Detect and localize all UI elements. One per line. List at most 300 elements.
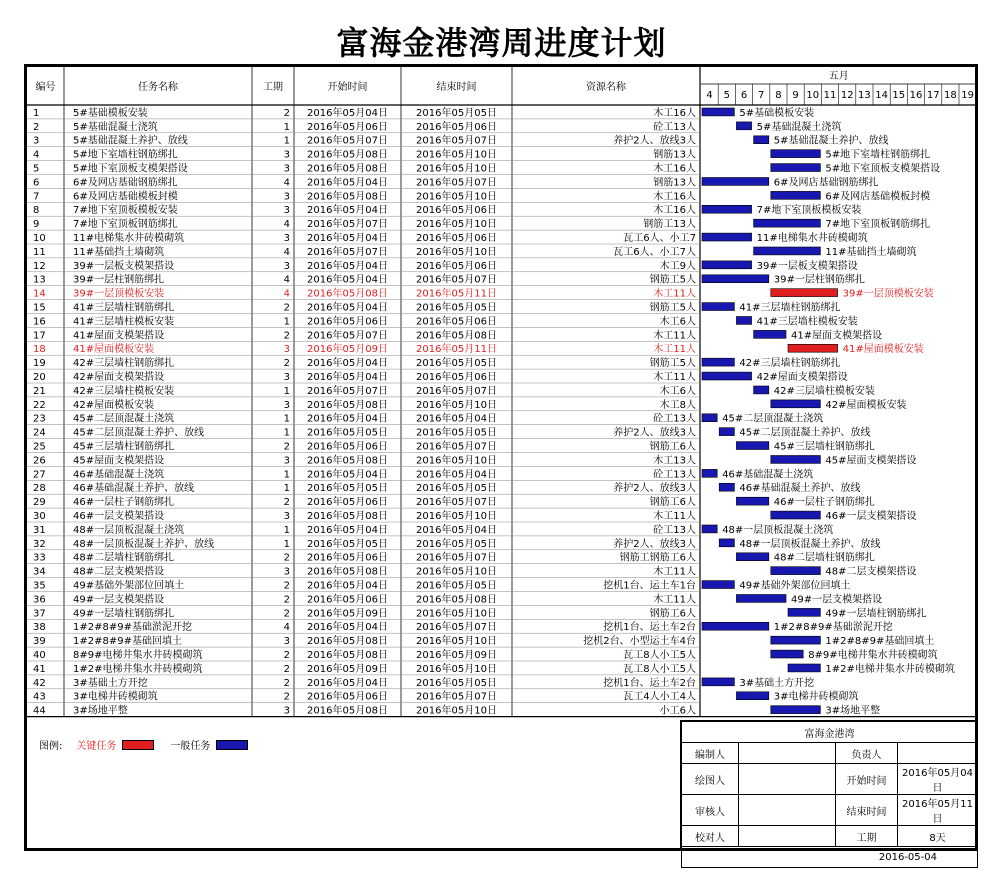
info-box <box>680 720 978 863</box>
task-no: 4 <box>33 149 40 161</box>
task-resource: 木工9人 <box>659 260 696 272</box>
task-name: 41#三层墙柱钢筋绑扎 <box>73 302 175 314</box>
page-title: 富海金港湾周进度计划 <box>336 24 667 62</box>
task-duration: 3 <box>283 636 290 648</box>
gantt-bar-label: 41#屋面模板安装 <box>842 344 924 356</box>
gantt-bar <box>702 525 717 533</box>
info-value: 8天 <box>898 826 978 847</box>
task-no: 22 <box>33 399 46 411</box>
day-label: 12 <box>840 90 854 101</box>
task-resource: 木工8人 <box>659 399 696 411</box>
task-resource: 小工6人 <box>659 705 696 717</box>
gantt-bar <box>771 164 821 172</box>
gantt-bar-label: 39#一层柱钢筋绑扎 <box>773 274 865 286</box>
legend <box>39 737 248 752</box>
task-name: 42#三层墙柱模板安装 <box>73 385 175 397</box>
task-start: 2016年05月04日 <box>307 469 388 481</box>
gantt-bar-label: 48#一层顶板混凝土浇筑 <box>722 524 834 536</box>
info-label: 结束时间 <box>836 795 898 826</box>
gantt-bar <box>702 469 717 477</box>
task-name: 39#一层板支模架搭设 <box>73 260 175 272</box>
task-end: 2016年05月09日 <box>416 650 497 661</box>
schedule-frame <box>24 64 978 863</box>
task-start: 2016年05月09日 <box>307 608 388 620</box>
task-name: 46#基础混凝土养护、放线 <box>73 483 195 495</box>
task-no: 27 <box>33 469 46 481</box>
info-value <box>739 826 836 847</box>
task-resource: 钢筋工5人 <box>649 302 696 314</box>
info-label: 负责人 <box>836 743 898 764</box>
gantt-bar <box>788 608 820 616</box>
gantt-bar-label: 48#二层墙柱钢筋绑扎 <box>773 552 875 564</box>
task-duration: 4 <box>283 177 290 189</box>
task-duration: 2 <box>283 691 290 703</box>
gantt-bar-label: 45#二层顶混凝土浇筑 <box>722 413 824 425</box>
day-label: 6 <box>740 90 748 101</box>
task-start: 2016年05月04日 <box>307 302 388 314</box>
gantt-bar-label: 6#及网店基础钢筋绑扎 <box>773 177 879 189</box>
task-start: 2016年05月08日 <box>307 650 388 661</box>
task-resource: 木工11人 <box>653 344 696 356</box>
task-no: 19 <box>33 358 46 370</box>
task-name: 48#一层顶板混凝土浇筑 <box>73 524 185 536</box>
task-resource: 钢筋工5人 <box>649 274 696 286</box>
gantt-bar-label: 3#基础土方开挖 <box>739 677 815 689</box>
task-resource: 钢筋工6人 <box>649 497 696 509</box>
task-end: 2016年05月05日 <box>416 302 497 314</box>
gantt-bar <box>702 678 734 686</box>
task-resource: 钢筋工6人 <box>649 608 696 620</box>
task-end: 2016年05月07日 <box>416 135 497 147</box>
gantt-bar-label: 7#地下室顶板钢筋绑扎 <box>825 219 931 231</box>
task-no: 39 <box>33 636 46 648</box>
task-end: 2016年05月05日 <box>416 427 497 439</box>
task-no: 17 <box>33 330 46 342</box>
gantt-bar <box>771 650 803 658</box>
task-end: 2016年05月10日 <box>416 705 497 717</box>
task-start: 2016年05月04日 <box>307 107 388 119</box>
task-start: 2016年05月06日 <box>307 594 388 606</box>
task-end: 2016年05月08日 <box>416 330 497 342</box>
header-name: 任务名称 <box>138 82 178 93</box>
legend-critical-swatch <box>122 740 154 750</box>
task-name: 3#场地平整 <box>73 705 128 717</box>
task-name: 49#基础外架部位回填土 <box>73 580 185 592</box>
task-duration: 4 <box>283 274 290 286</box>
gantt-bar-label: 46#一层支模架搭设 <box>825 511 917 522</box>
task-start: 2016年05月09日 <box>307 344 388 356</box>
info-value: 2016年05月04日 <box>898 764 978 795</box>
task-resource: 木工16人 <box>653 107 696 119</box>
gantt-bar <box>702 581 734 589</box>
task-no: 28 <box>33 483 46 495</box>
task-start: 2016年05月06日 <box>307 552 388 564</box>
task-end: 2016年05月05日 <box>416 538 497 550</box>
task-resource: 钢筋工钢筋工6人 <box>619 552 696 564</box>
info-label: 开始时间 <box>836 764 898 795</box>
gantt-bar <box>771 400 821 408</box>
task-resource: 养护2人、放线3人 <box>613 483 696 495</box>
task-resource: 木工6人 <box>659 316 696 328</box>
task-end: 2016年05月06日 <box>416 316 497 328</box>
gantt-bar-label: 46#基础混凝土养护、放线 <box>739 483 861 495</box>
task-end: 2016年05月07日 <box>416 441 497 453</box>
task-resource: 木工13人 <box>653 455 696 467</box>
task-start: 2016年05月07日 <box>307 219 388 231</box>
task-end: 2016年05月10日 <box>416 455 497 467</box>
gantt-bar-label: 49#一层支模架搭设 <box>791 594 883 606</box>
task-no: 29 <box>33 497 46 509</box>
day-label: 4 <box>706 90 713 101</box>
gantt-bar <box>702 205 752 213</box>
task-name: 41#三层墙柱模板安装 <box>73 316 175 328</box>
task-name: 7#地下室顶板钢筋绑扎 <box>73 219 178 231</box>
gantt-bar <box>771 636 821 644</box>
task-duration: 2 <box>283 330 290 342</box>
gantt-bar-label: 42#三层墙柱模板安装 <box>773 385 875 397</box>
task-duration: 2 <box>283 677 290 689</box>
task-resource: 砼工13人 <box>653 469 696 481</box>
gantt-bar-label: 39#一层顶模板安装 <box>842 288 934 300</box>
gantt-bar-label: 42#屋面支模架搭设 <box>756 372 848 383</box>
gantt-bar <box>719 428 734 436</box>
task-no: 35 <box>33 580 46 592</box>
gantt-bar <box>771 567 821 575</box>
task-no: 16 <box>33 316 46 328</box>
task-start: 2016年05月04日 <box>307 524 388 536</box>
info-label: 校对人 <box>682 826 739 847</box>
gantt-bar-label: 42#三层墙柱钢筋绑扎 <box>739 358 841 370</box>
task-duration: 1 <box>283 121 290 133</box>
gantt-bar-label: 41#三层墙柱钢筋绑扎 <box>739 302 841 314</box>
task-name: 6#及网店基础模板封模 <box>73 191 178 203</box>
task-name: 42#屋面支模架搭设 <box>73 372 165 383</box>
task-start: 2016年05月04日 <box>307 205 388 217</box>
task-resource: 木工11人 <box>653 288 696 300</box>
legend-critical-label: 关键任务 <box>76 741 117 752</box>
task-end: 2016年05月07日 <box>416 497 497 509</box>
gantt-bar-label: 1#2#8#9#基础淤泥开挖 <box>773 622 893 634</box>
task-no: 1 <box>33 107 40 119</box>
task-start: 2016年05月08日 <box>307 455 388 467</box>
task-resource: 木工11人 <box>653 330 696 342</box>
gantt-bar-label: 3#电梯井砖模砌筑 <box>773 691 859 703</box>
task-duration: 3 <box>283 566 290 578</box>
task-resource: 瓦工6人、小工7 <box>623 233 696 244</box>
gantt-bar-label: 39#一层板支模架搭设 <box>756 260 858 272</box>
task-name: 45#二层顶混凝土浇筑 <box>73 413 175 425</box>
gantt-bar <box>736 692 768 700</box>
task-name: 5#基础混凝土浇筑 <box>73 121 158 133</box>
task-end: 2016年05月04日 <box>416 413 497 425</box>
info-label: 工期 <box>836 826 898 847</box>
task-no: 13 <box>33 274 46 286</box>
gantt-bar <box>702 233 752 241</box>
task-name: 46#一层柱子钢筋绑扎 <box>73 497 175 509</box>
task-start: 2016年05月06日 <box>307 121 388 133</box>
task-duration: 2 <box>283 552 290 564</box>
gantt-bar <box>736 442 768 450</box>
task-duration: 2 <box>283 608 290 620</box>
task-resource: 木工11人 <box>653 594 696 606</box>
task-resource: 钢筋13人 <box>653 149 696 161</box>
task-start: 2016年05月04日 <box>307 372 388 383</box>
gantt-bar <box>771 706 821 714</box>
day-label: 8 <box>775 90 782 101</box>
gantt-bar-label: 46#一层柱子钢筋绑扎 <box>773 497 875 509</box>
task-end: 2016年05月07日 <box>416 691 497 703</box>
day-label: 11 <box>823 90 837 101</box>
task-name: 11#电梯集水井砖模砌筑 <box>73 233 185 244</box>
header-start: 开始时间 <box>327 82 368 93</box>
task-no: 9 <box>33 219 40 231</box>
info-label: 审核人 <box>682 795 739 826</box>
task-duration: 3 <box>283 205 290 217</box>
task-name: 41#屋面支模架搭设 <box>73 330 165 342</box>
day-label: 19 <box>961 90 974 101</box>
task-start: 2016年05月07日 <box>307 330 388 342</box>
header-no: 编号 <box>35 82 56 93</box>
task-start: 2016年05月08日 <box>307 399 388 411</box>
task-start: 2016年05月04日 <box>307 622 388 634</box>
task-duration: 1 <box>283 524 290 536</box>
gantt-bar <box>771 191 821 199</box>
task-no: 15 <box>33 302 46 314</box>
task-no: 40 <box>33 650 46 661</box>
gantt-bar <box>736 317 751 325</box>
task-name: 5#地下室墙柱钢筋绑扎 <box>73 149 178 161</box>
day-label: 14 <box>875 90 888 101</box>
task-duration: 1 <box>283 135 290 147</box>
task-resource: 木工11人 <box>653 566 696 578</box>
task-name: 48#二层支模架搭设 <box>73 566 165 578</box>
gantt-bar <box>702 275 769 283</box>
header-res: 资源名称 <box>586 82 626 93</box>
gantt-bar <box>702 372 752 380</box>
task-duration: 1 <box>283 538 290 550</box>
task-start: 2016年05月04日 <box>307 233 388 244</box>
task-end: 2016年05月10日 <box>416 163 497 175</box>
task-resource: 瓦工6人、小工7人 <box>613 246 696 258</box>
task-end: 2016年05月07日 <box>416 552 497 564</box>
task-duration: 1 <box>283 483 290 495</box>
legend-normal-swatch <box>216 740 248 750</box>
task-start: 2016年05月04日 <box>307 260 388 272</box>
task-name: 39#一层柱钢筋绑扎 <box>73 274 165 286</box>
task-no: 24 <box>33 427 46 439</box>
gantt-bar <box>702 303 734 311</box>
task-name: 5#基础模板安装 <box>73 107 148 119</box>
info-value <box>739 764 836 795</box>
gantt-bar <box>736 122 751 130</box>
task-resource: 木工16人 <box>653 163 696 175</box>
gantt-bar-label: 46#基础混凝土浇筑 <box>722 469 814 481</box>
task-no: 6 <box>33 177 40 189</box>
task-resource: 挖机1台、运土车2台 <box>603 677 696 689</box>
task-name: 48#二层墙柱钢筋绑扎 <box>73 552 175 564</box>
task-no: 10 <box>33 233 46 244</box>
task-resource: 养护2人、放线3人 <box>613 538 696 550</box>
task-start: 2016年05月05日 <box>307 483 388 495</box>
task-no: 12 <box>33 260 46 272</box>
task-start: 2016年05月08日 <box>307 636 388 648</box>
task-name: 5#地下室顶板支模架搭设 <box>73 163 188 175</box>
task-no: 21 <box>33 385 46 397</box>
task-start: 2016年05月06日 <box>307 316 388 328</box>
gantt-bar <box>788 344 838 352</box>
gantt-bar <box>702 414 717 422</box>
task-resource: 瓦工4人小工4人 <box>623 691 696 703</box>
gantt-bar-label: 5#基础混凝土浇筑 <box>756 121 842 133</box>
task-end: 2016年05月07日 <box>416 177 497 189</box>
task-resource: 木工6人 <box>659 385 696 397</box>
task-start: 2016年05月08日 <box>307 566 388 578</box>
gantt-bar <box>771 150 821 158</box>
task-duration: 3 <box>283 163 290 175</box>
task-name: 7#地下室顶板模板安装 <box>73 205 178 217</box>
gantt-bar-label: 45#三层墙柱钢筋绑扎 <box>773 441 875 453</box>
task-name: 6#及网店基础钢筋绑扎 <box>73 177 178 189</box>
gantt-bar-label: 6#及网店基础模板封模 <box>825 191 931 203</box>
task-duration: 3 <box>283 149 290 161</box>
task-duration: 1 <box>283 427 290 439</box>
task-name: 45#屋面支模架搭设 <box>73 455 165 467</box>
task-resource: 木工11人 <box>653 511 696 522</box>
task-end: 2016年05月07日 <box>416 274 497 286</box>
gantt-bar <box>771 289 838 297</box>
task-no: 3 <box>33 135 40 147</box>
task-name: 49#一层支模架搭设 <box>73 594 165 606</box>
task-end: 2016年05月07日 <box>416 622 497 634</box>
task-duration: 2 <box>283 441 290 453</box>
task-no: 44 <box>33 705 46 717</box>
task-resource: 钢筋13人 <box>653 177 696 189</box>
task-start: 2016年05月08日 <box>307 191 388 203</box>
task-start: 2016年05月04日 <box>307 580 388 592</box>
day-label: 13 <box>858 90 871 101</box>
task-duration: 4 <box>283 246 290 258</box>
gantt-bar-label: 41#屋面支模架搭设 <box>791 330 883 342</box>
task-no: 37 <box>33 608 46 620</box>
task-end: 2016年05月06日 <box>416 233 497 244</box>
info-value <box>898 743 978 764</box>
task-no: 30 <box>33 511 46 522</box>
task-start: 2016年05月04日 <box>307 413 388 425</box>
gantt-bar-label: 1#2#电梯井集水井砖模砌筑 <box>825 663 955 675</box>
task-start: 2016年05月07日 <box>307 135 388 147</box>
task-name: 41#屋面模板安装 <box>73 344 155 356</box>
task-end: 2016年05月10日 <box>416 608 497 620</box>
task-start: 2016年05月07日 <box>307 246 388 258</box>
task-start: 2016年05月04日 <box>307 677 388 689</box>
gantt-bar <box>771 456 821 464</box>
task-duration: 2 <box>283 580 290 592</box>
task-no: 33 <box>33 552 46 564</box>
task-start: 2016年05月09日 <box>307 663 388 675</box>
gantt-bar-label: 8#9#电梯井集水井砖模砌筑 <box>808 650 938 661</box>
task-resource: 木工11人 <box>653 372 696 383</box>
task-end: 2016年05月10日 <box>416 663 497 675</box>
task-duration: 2 <box>283 594 290 606</box>
day-label: 7 <box>758 90 765 101</box>
task-start: 2016年05月08日 <box>307 163 388 175</box>
task-end: 2016年05月05日 <box>416 580 497 592</box>
day-label: 16 <box>909 90 923 101</box>
month-label: 五月 <box>828 71 849 82</box>
task-name: 45#三层墙柱钢筋绑扎 <box>73 441 175 453</box>
task-end: 2016年05月05日 <box>416 358 497 370</box>
task-name: 42#三层墙柱钢筋绑扎 <box>73 358 175 370</box>
task-no: 25 <box>33 441 46 453</box>
task-start: 2016年05月07日 <box>307 385 388 397</box>
gantt-bar <box>702 261 752 269</box>
gantt-bar-label: 11#基础挡土墙砌筑 <box>825 246 917 258</box>
task-duration: 3 <box>283 233 290 244</box>
gantt-bar-label: 48#二层支模架搭设 <box>825 566 917 578</box>
gantt-bar-label: 5#基础模板安装 <box>739 107 815 119</box>
task-no: 42 <box>33 677 46 689</box>
task-resource: 挖机1台、运土车2台 <box>603 622 696 634</box>
task-duration: 4 <box>283 288 290 300</box>
task-name: 39#一层顶模板安装 <box>73 288 165 300</box>
task-end: 2016年05月06日 <box>416 121 497 133</box>
gantt-bar <box>702 108 734 116</box>
task-duration: 4 <box>283 622 290 634</box>
task-resource: 砼工13人 <box>653 413 696 425</box>
task-start: 2016年05月08日 <box>307 149 388 161</box>
gantt-bar-label: 1#2#8#9#基础回填土 <box>825 636 935 648</box>
day-label: 15 <box>892 90 906 101</box>
task-duration: 3 <box>283 260 290 272</box>
task-no: 38 <box>33 622 46 634</box>
task-resource: 木工16人 <box>653 205 696 217</box>
gantt-bar <box>771 511 821 519</box>
header-end: 结束时间 <box>436 82 477 93</box>
task-end: 2016年05月11日 <box>416 288 497 300</box>
task-resource: 钢筋工13人 <box>643 219 696 231</box>
gantt-bar-label: 5#基础混凝土养护、放线 <box>773 135 889 147</box>
gantt-bar <box>754 136 769 144</box>
task-no: 23 <box>33 413 46 425</box>
task-no: 8 <box>33 205 40 217</box>
gantt-bar-label: 45#屋面支模架搭设 <box>825 455 917 467</box>
task-no: 14 <box>33 288 46 300</box>
info-project: 富海金港湾 <box>682 722 978 743</box>
task-end: 2016年05月05日 <box>416 483 497 495</box>
info-label: 绘图人 <box>682 764 739 795</box>
task-no: 7 <box>33 191 40 203</box>
info-value <box>739 743 836 764</box>
gantt-bar <box>736 497 768 505</box>
task-no: 41 <box>33 663 46 675</box>
task-no: 18 <box>33 344 46 356</box>
task-end: 2016年05月04日 <box>416 469 497 481</box>
task-start: 2016年05月06日 <box>307 497 388 509</box>
gantt-bar-label: 41#三层墙柱模板安装 <box>756 316 858 328</box>
task-end: 2016年05月04日 <box>416 524 497 536</box>
gantt-bar <box>702 178 769 186</box>
task-no: 34 <box>33 566 46 578</box>
gantt-bar <box>719 483 734 491</box>
task-end: 2016年05月10日 <box>416 566 497 578</box>
task-name: 46#一层支模架搭设 <box>73 511 165 522</box>
day-label: 17 <box>926 90 940 101</box>
task-start: 2016年05月05日 <box>307 427 388 439</box>
task-resource: 瓦工8人小工5人 <box>623 663 696 675</box>
task-duration: 1 <box>283 385 290 397</box>
gantt-bar <box>702 358 734 366</box>
task-end: 2016年05月06日 <box>416 260 497 272</box>
